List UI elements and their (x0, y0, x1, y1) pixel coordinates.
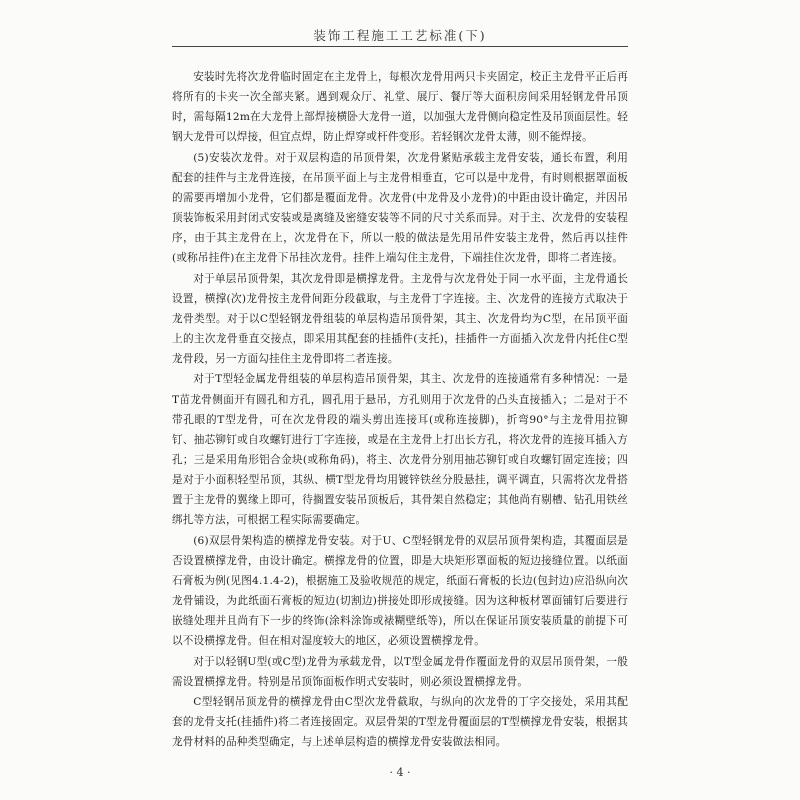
paragraph-7: C型轻钢吊顶龙骨的横撑龙骨由C型次龙骨截取，与纵向的次龙骨的丁字交接处，采用其配套的龙骨支托(挂插件)将二者连接固定。双层骨架的T型龙骨覆面层的T型横撑龙骨安装，根据其龙骨材料的品种类型确定，与上述单层构造的横撑龙骨安装做法相同。 (172, 695, 628, 749)
body-text (172, 67, 628, 752)
paragraph-1: 安装时先将次龙骨临时固定在主龙骨上，每根次龙骨用两只卡夹固定，校正主龙骨平正后再将所有的卡夹一次全部夹紧。遇到观众厅、礼堂、展厅、餐厅等大面积房间采用轻钢龙骨吊顶时，需每隔12m在大龙骨上部焊接横卧大龙骨一道，以加强大龙骨侧向稳定性及吊顶面层性。轻钢大龙骨可以焊接，但宜点焊，防止焊穿或杆件变形。若轻钢次龙骨太薄，则不能焊接。 (172, 71, 628, 144)
paragraph-5: (6)双层骨架构造的横撑龙骨安装。对于U、C型轻钢龙骨的双层吊顶骨架构造，其覆面层是否设置横撑龙骨，由设计确定。横撑龙骨的位置，即是大块矩形罩面板的短边接缝位置。以纸面石膏板为例(见图4.1.4-2)，根据施工及验收规范的规定，纸面石膏板的长边(包封边)应沿纵向次龙骨铺设，为此纸面石膏板的短边(切割边)拼接处即形成接缝。因为这种板材罩面铺钉后要进行嵌缝处理并且尚有下一步的终饰(涂料涂饰或裱糊壁纸等)，所以在保证吊顶安装质量的前提下可以不设横撑龙骨。但在相对湿度较大的地区，必须设置横撑龙骨。 (172, 534, 628, 648)
paragraph-3: 对于单层吊顶骨架，其次龙骨即是横撑龙骨。主龙骨与次龙骨处于同一水平面，主龙骨通长设置，横撑(次)龙骨按主龙骨间距分段截取，与主龙骨丁字连接。主、次龙骨的连接方式取决于龙骨类型。对于以C型轻钢龙骨组装的单层构造吊顶骨架，其主、次龙骨均为C型，在吊顶平面上的主次龙骨垂直交接点，即采用其配套的挂插件(支托)，挂插件一方面插入次龙骨内托住C型龙骨段，另一方面勾挂住主龙骨即将二者连接。 (172, 272, 628, 366)
page-number: · 4 · (389, 766, 411, 779)
paragraph-4: 对于T型轻金属龙骨组装的单层构造吊顶骨架，其主、次龙骨的连接通常有多种情况：一是T苗龙骨侧面开有圆孔和方孔，圆孔用于悬吊，方孔则用于次龙骨的凸头直接插入；二是对于不带孔眼的T型龙骨，可在次龙骨段的端头剪出连接耳(或称连接脚)，折弯90°与主龙骨用拉铆钉、抽芯铆钉或自攻螺钉进行丁字连接，或是在主龙骨上打出长方孔，将次龙骨的连接耳插入方孔；三是采用角形铝合金块(或称角码)，将主、次龙骨分别用抽芯铆钉或自攻螺钉固定连接；四是对于小面积轻型吊顶，其纵、横T型龙骨均用镀锌铁丝分股悬挂，调平调直，只需将次龙骨搭置于主龙骨的翼缘上即可，待搁置安装吊顶板后，其骨架自然稳定；其他尚有剔槽、钻孔用铁丝绑扎等方法，可根据工程实际需要确定。 (172, 373, 628, 527)
paragraph-2: (5)安装次龙骨。对于双层构造的吊顶骨架，次龙骨紧贴承载主龙骨安装，通长布置，利用配套的挂件与主龙骨连接，在吊顶平面上与主龙骨相垂直，它可以是中龙骨，有时则根据罩面板的需要再增加小龙骨，它们都是覆面龙骨。次龙骨(中龙骨及小龙骨)的中距由设计确定，并因吊顶装饰板采用封闭式安装或是离缝及密缝安装等不同的尺寸关系而异。对于主、次龙骨的安装程序，由于其主龙骨在上，次龙骨在下，所以一般的做法是先用吊件安装主龙骨，然后再以挂件(或称吊挂件)在主龙骨下吊挂次龙骨。挂件上端勾住主龙骨，下端挂住次龙骨，即将二者连接。 (172, 151, 628, 265)
running-header: 装饰工程施工工艺标准(下) (313, 28, 487, 43)
header-rule (172, 46, 628, 47)
paragraph-6: 对于以轻钢U型(或C型)龙骨为承载龙骨，以T型金属龙骨作覆面龙骨的双层吊顶骨架，一般需设置横撑龙骨。特别是吊顶饰面板作明式安装时，则必须设置横撑龙骨。 (172, 655, 628, 688)
